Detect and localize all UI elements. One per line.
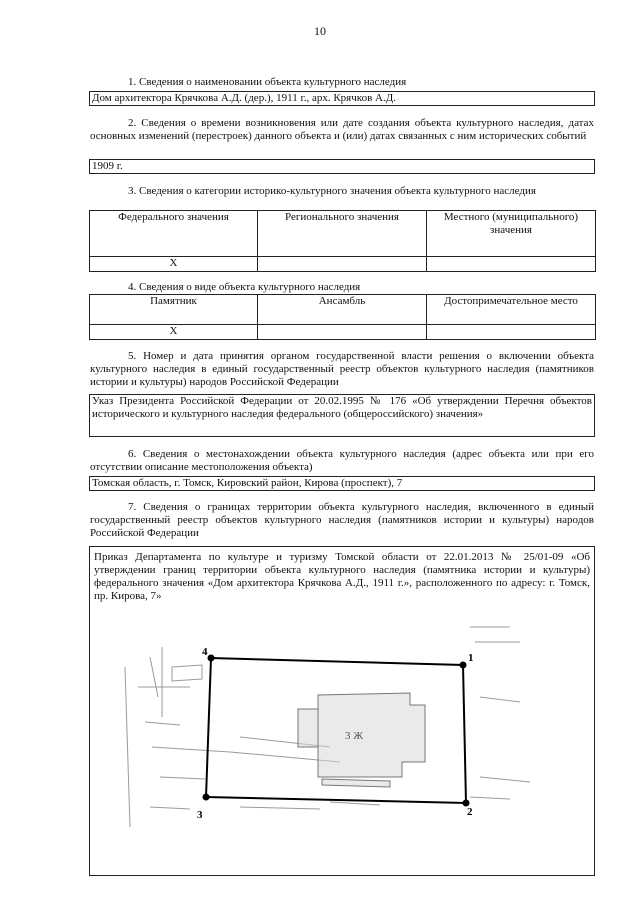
category-regional-header: Регионального значения <box>258 211 427 257</box>
section-7-value: Приказ Департамента по культуре и туризму Томской области от 22.01.2013 № 25/01-09 «Об утверждении границ территории объекта культурного наследия (памятника истории и культуры) федерального значения «Дом архитектора Крячкова А.Д., 1911 г.», расположенного по адресу: г. Томск, пр. Кирова, 7» <box>94 551 590 602</box>
type-monument-mark: Х <box>90 325 258 340</box>
category-federal-mark: Х <box>90 257 258 272</box>
point-label-3: 3 <box>197 809 203 821</box>
type-monument-header: Памятник <box>90 295 258 325</box>
point-label-2: 2 <box>467 806 473 818</box>
category-local-header: Местного (муниципального) значения <box>427 211 596 257</box>
boundary-point-1 <box>460 662 467 669</box>
section-3-heading: 3. Сведения о категории историко-культурного значения объекта культурного наследия <box>128 185 536 197</box>
annex-footprint <box>298 709 318 747</box>
section-6-heading: 6. Сведения о местонахождении объекта культурного наследия (адрес объекта или при его отсутствии описание местоположения объекта) <box>90 448 594 473</box>
type-landmark-mark <box>427 325 596 340</box>
section-5-value: Указ Президента Российской Федерации от 20.02.1995 № 176 «Об утверждении Перечня объектов исторического и культурного наследия федерального (общероссийского) значения» <box>89 394 595 437</box>
survey-line <box>125 667 130 827</box>
boundary-point-4 <box>208 655 215 662</box>
type-table <box>89 294 596 340</box>
category-federal-header: Федерального значения <box>90 211 258 257</box>
point-label-1: 1 <box>468 652 474 664</box>
survey-line <box>172 665 202 681</box>
type-ensemble-header: Ансамбль <box>258 295 427 325</box>
survey-line <box>150 747 230 809</box>
category-local-mark <box>427 257 596 272</box>
boundary-point-3 <box>203 794 210 801</box>
survey-line <box>470 777 530 799</box>
site-plan <box>90 547 594 875</box>
building-label: 3 Ж <box>345 730 364 742</box>
section-6-value: Томская область, г. Томск, Кировский район, Кирова (проспект), 7 <box>89 476 595 491</box>
section-2-heading: 2. Сведения о времени возникновения или дате создания объекта культурного наследия, датах основных изменений (перестроек) данного объекта и (или) датах связанных с ним исторических событий <box>90 117 594 142</box>
annex-footprint <box>322 779 390 787</box>
category-regional-mark <box>258 257 427 272</box>
category-table <box>89 210 596 272</box>
section-5-heading: 5. Номер и дата принятия органом государственной власти решения о включении объекта культурного наследия в единый государственный реестр объектов культурного наследия (памятников истории и культуры) народов Российской Федерации <box>90 350 594 388</box>
building-footprint <box>318 693 425 777</box>
survey-line <box>470 627 520 702</box>
boundary-box <box>89 546 595 876</box>
section-4-heading: 4. Сведения о виде объекта культурного наследия <box>128 281 361 293</box>
section-7-heading: 7. Сведения о границах территории объекта культурного наследия, включенного в единый государственный реестр объектов культурного наследия (памятников истории и культуры) народов Российской Федерации <box>90 501 594 539</box>
page-number: 10 <box>314 24 326 38</box>
type-landmark-header: Достопримечательное место <box>427 295 596 325</box>
type-ensemble-mark <box>258 325 427 340</box>
point-label-4: 4 <box>202 646 208 658</box>
section-1-heading: 1. Сведения о наименовании объекта культурного наследия <box>128 76 407 88</box>
survey-line <box>240 802 380 809</box>
survey-line <box>138 647 190 725</box>
section-1-value: Дом архитектора Крячкова А.Д. (дер.), 1911 г., арх. Крячков А.Д. <box>89 91 595 106</box>
section-2-value: 1909 г. <box>89 159 595 174</box>
